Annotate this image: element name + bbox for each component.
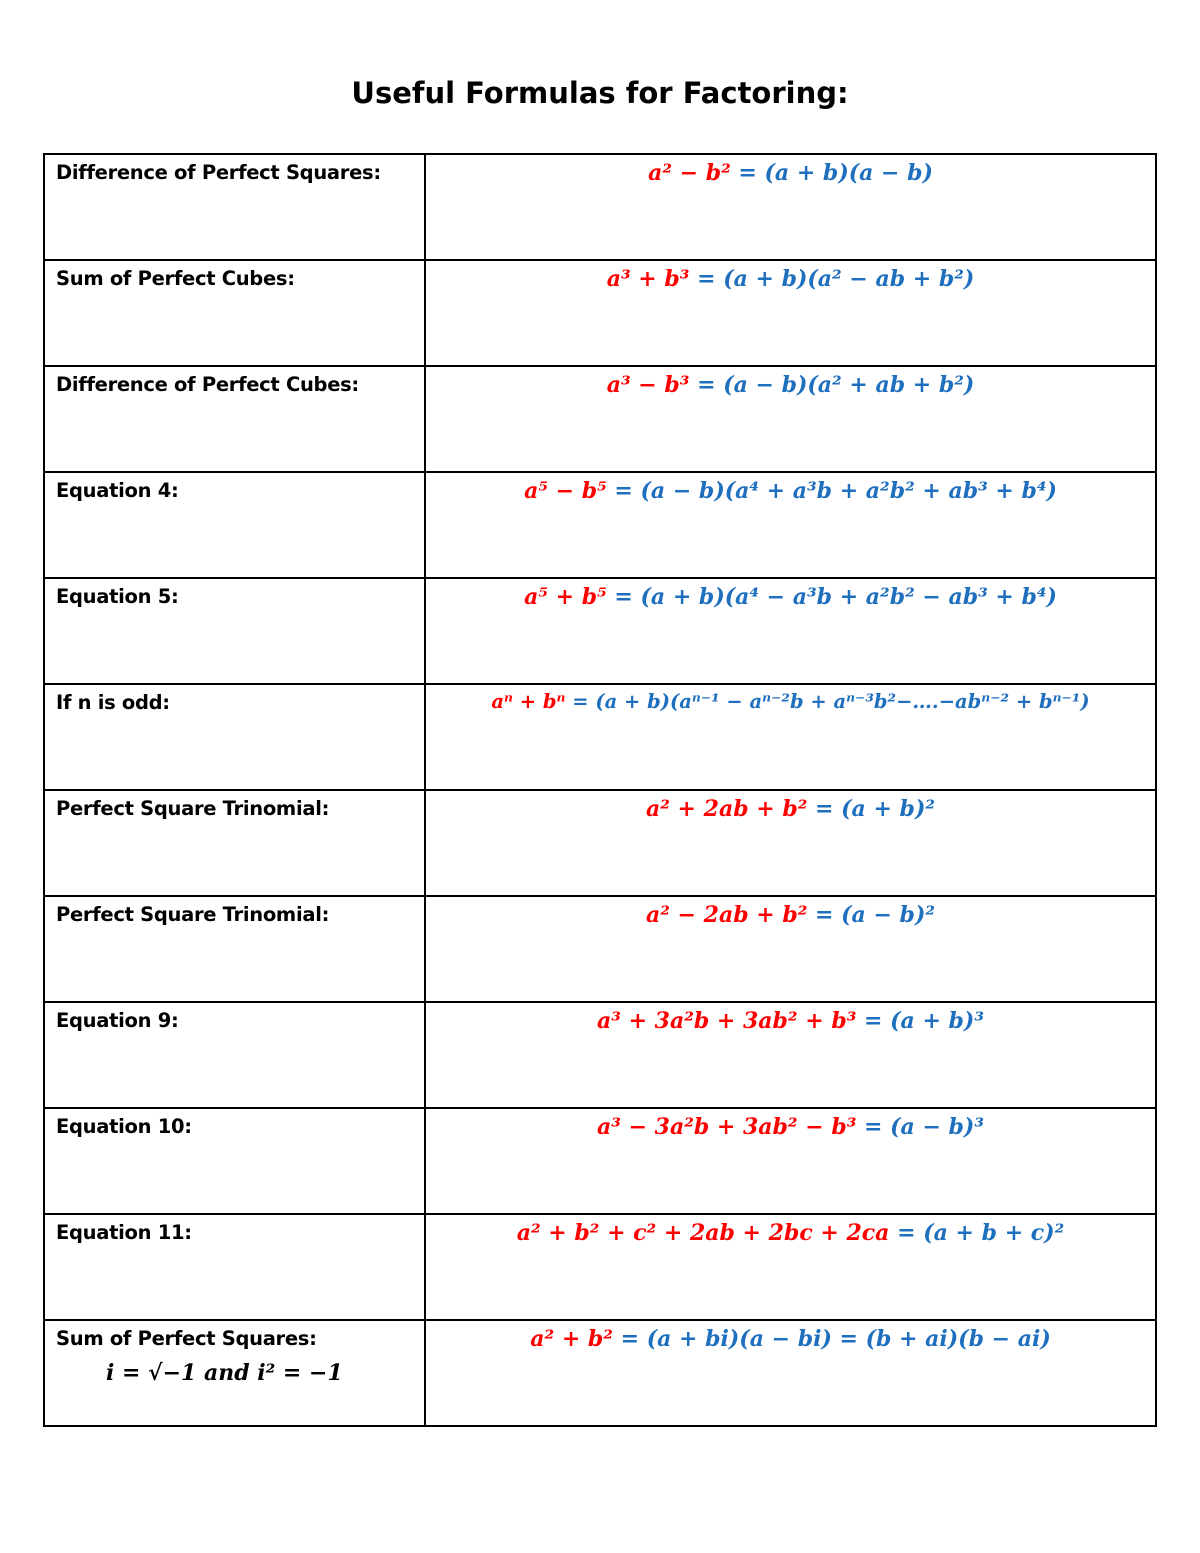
equals-sign: = — [815, 796, 834, 822]
formula-rhs: (a + b)(a⁴ − a³b + a²b² − ab³ + b⁴) — [640, 584, 1057, 610]
row-label: Equation 10: — [56, 1115, 192, 1138]
formula-lhs: a³ + b³ — [606, 266, 690, 292]
table-row — [44, 366, 1156, 472]
formula-lhs: a³ − b³ — [606, 372, 690, 398]
imaginary-unit-note: i = √−1 and i² = −1 — [106, 1360, 343, 1386]
equals-sign: = — [815, 902, 834, 928]
label-cell — [44, 896, 425, 1002]
formula — [517, 1220, 1064, 1246]
formula-cell — [425, 1002, 1156, 1108]
equals-sign: = — [614, 584, 633, 610]
formula-rhs: (a + b)³ — [890, 1008, 984, 1034]
formula — [597, 1008, 984, 1034]
equals-sign: = — [738, 160, 757, 186]
formula-lhs: a³ − 3a²b + 3ab² − b³ — [597, 1114, 857, 1140]
label-cell — [44, 790, 425, 896]
row-label: If n is odd: — [56, 691, 170, 714]
equals-sign: = — [614, 478, 633, 504]
formula-lhs: a² + b² + c² + 2ab + 2bc + 2ca — [516, 1220, 890, 1246]
table-row — [44, 684, 1156, 790]
label-cell — [44, 578, 425, 684]
formula-cell — [425, 1214, 1156, 1320]
label-cell — [44, 1108, 425, 1214]
formula — [607, 266, 975, 292]
formula-cell — [425, 366, 1156, 472]
table-row — [44, 896, 1156, 1002]
row-label: Perfect Square Trinomial: — [56, 797, 330, 820]
row-label: Sum of Perfect Squares: — [56, 1327, 317, 1350]
label-cell — [44, 1214, 425, 1320]
label-cell — [44, 366, 425, 472]
equals-sign: = — [864, 1008, 883, 1034]
formula-rhs: (a − b)³ — [890, 1114, 984, 1140]
formula-lhs: a² − b² — [648, 160, 731, 186]
formula-lhs: a⁵ + b⁵ — [524, 584, 607, 610]
equals-sign: = — [864, 1114, 883, 1140]
equals-sign: = — [697, 266, 716, 292]
formula-rhs: (a + b + c)² — [923, 1220, 1065, 1246]
label-cell — [44, 1002, 425, 1108]
formula-rhs: (a − b)(a² + ab + b²) — [723, 372, 975, 398]
page-title: Useful Formulas for Factoring: — [351, 76, 849, 110]
row-label: Equation 11: — [56, 1221, 192, 1244]
formula-rhs: (a + bi)(a − bi) = (b + ai)(b − ai) — [646, 1326, 1051, 1352]
formula-cell — [425, 154, 1156, 260]
equals-sign: = — [572, 690, 589, 713]
formula-rhs: (a + b)² — [841, 796, 935, 822]
formula-lhs: a³ + 3a²b + 3ab² + b³ — [597, 1008, 857, 1034]
label-cell — [44, 154, 425, 260]
table-row — [44, 1108, 1156, 1214]
row-label: Perfect Square Trinomial: — [56, 903, 330, 926]
row-label: Difference of Perfect Cubes: — [56, 373, 359, 396]
row-label: Equation 9: — [56, 1009, 179, 1032]
row-label: Equation 4: — [56, 479, 179, 502]
formula-lhs: a⁵ − b⁵ — [524, 478, 607, 504]
row-label: Difference of Perfect Squares: — [56, 161, 381, 184]
formula — [491, 690, 1089, 713]
formula-cell — [425, 790, 1156, 896]
formula-rhs: (a + b)(a² − ab + b²) — [723, 266, 975, 292]
formula — [524, 478, 1057, 504]
formula-cell — [425, 260, 1156, 366]
formula-cell — [425, 1320, 1156, 1426]
formula — [524, 584, 1057, 610]
table-row — [44, 154, 1156, 260]
table-row — [44, 1214, 1156, 1320]
formula-rhs: (a − b)(a⁴ + a³b + a²b² + ab³ + b⁴) — [640, 478, 1057, 504]
label-cell — [44, 1320, 425, 1426]
formula-cell — [425, 684, 1156, 790]
formula-cell — [425, 896, 1156, 1002]
table-row — [44, 1002, 1156, 1108]
equals-sign: = — [697, 372, 716, 398]
formula-lhs: a² + 2ab + b² — [646, 796, 808, 822]
formula — [597, 1114, 984, 1140]
table-row — [44, 1320, 1156, 1426]
formula — [646, 796, 935, 822]
formula-cell — [425, 1108, 1156, 1214]
label-cell — [44, 472, 425, 578]
formula-lhs: a² + b² — [530, 1326, 613, 1352]
formula-rhs: (a + b)(a − b) — [764, 160, 933, 186]
label-cell — [44, 260, 425, 366]
equals-sign: = — [620, 1326, 640, 1352]
equals-sign: = — [897, 1220, 916, 1246]
formula-cell — [425, 578, 1156, 684]
table-row — [44, 260, 1156, 366]
table-row — [44, 472, 1156, 578]
formula-cell — [425, 472, 1156, 578]
formula-table — [43, 153, 1157, 1427]
formula — [648, 160, 933, 186]
row-label: Sum of Perfect Cubes: — [56, 267, 295, 290]
formula-lhs: a² − 2ab + b² — [646, 902, 808, 928]
formula — [646, 902, 935, 928]
row-label: Equation 5: — [56, 585, 179, 608]
label-cell — [44, 684, 425, 790]
formula — [530, 1326, 1050, 1352]
formula — [607, 372, 975, 398]
formula-rhs: (a + b)(aⁿ⁻¹ − aⁿ⁻²b + aⁿ⁻³b²−….−abⁿ⁻² + bⁿ⁻¹) — [595, 690, 1090, 713]
table-row — [44, 578, 1156, 684]
formula-rhs: (a − b)² — [841, 902, 935, 928]
formula-lhs: aⁿ + bⁿ — [491, 690, 566, 713]
table-row — [44, 790, 1156, 896]
